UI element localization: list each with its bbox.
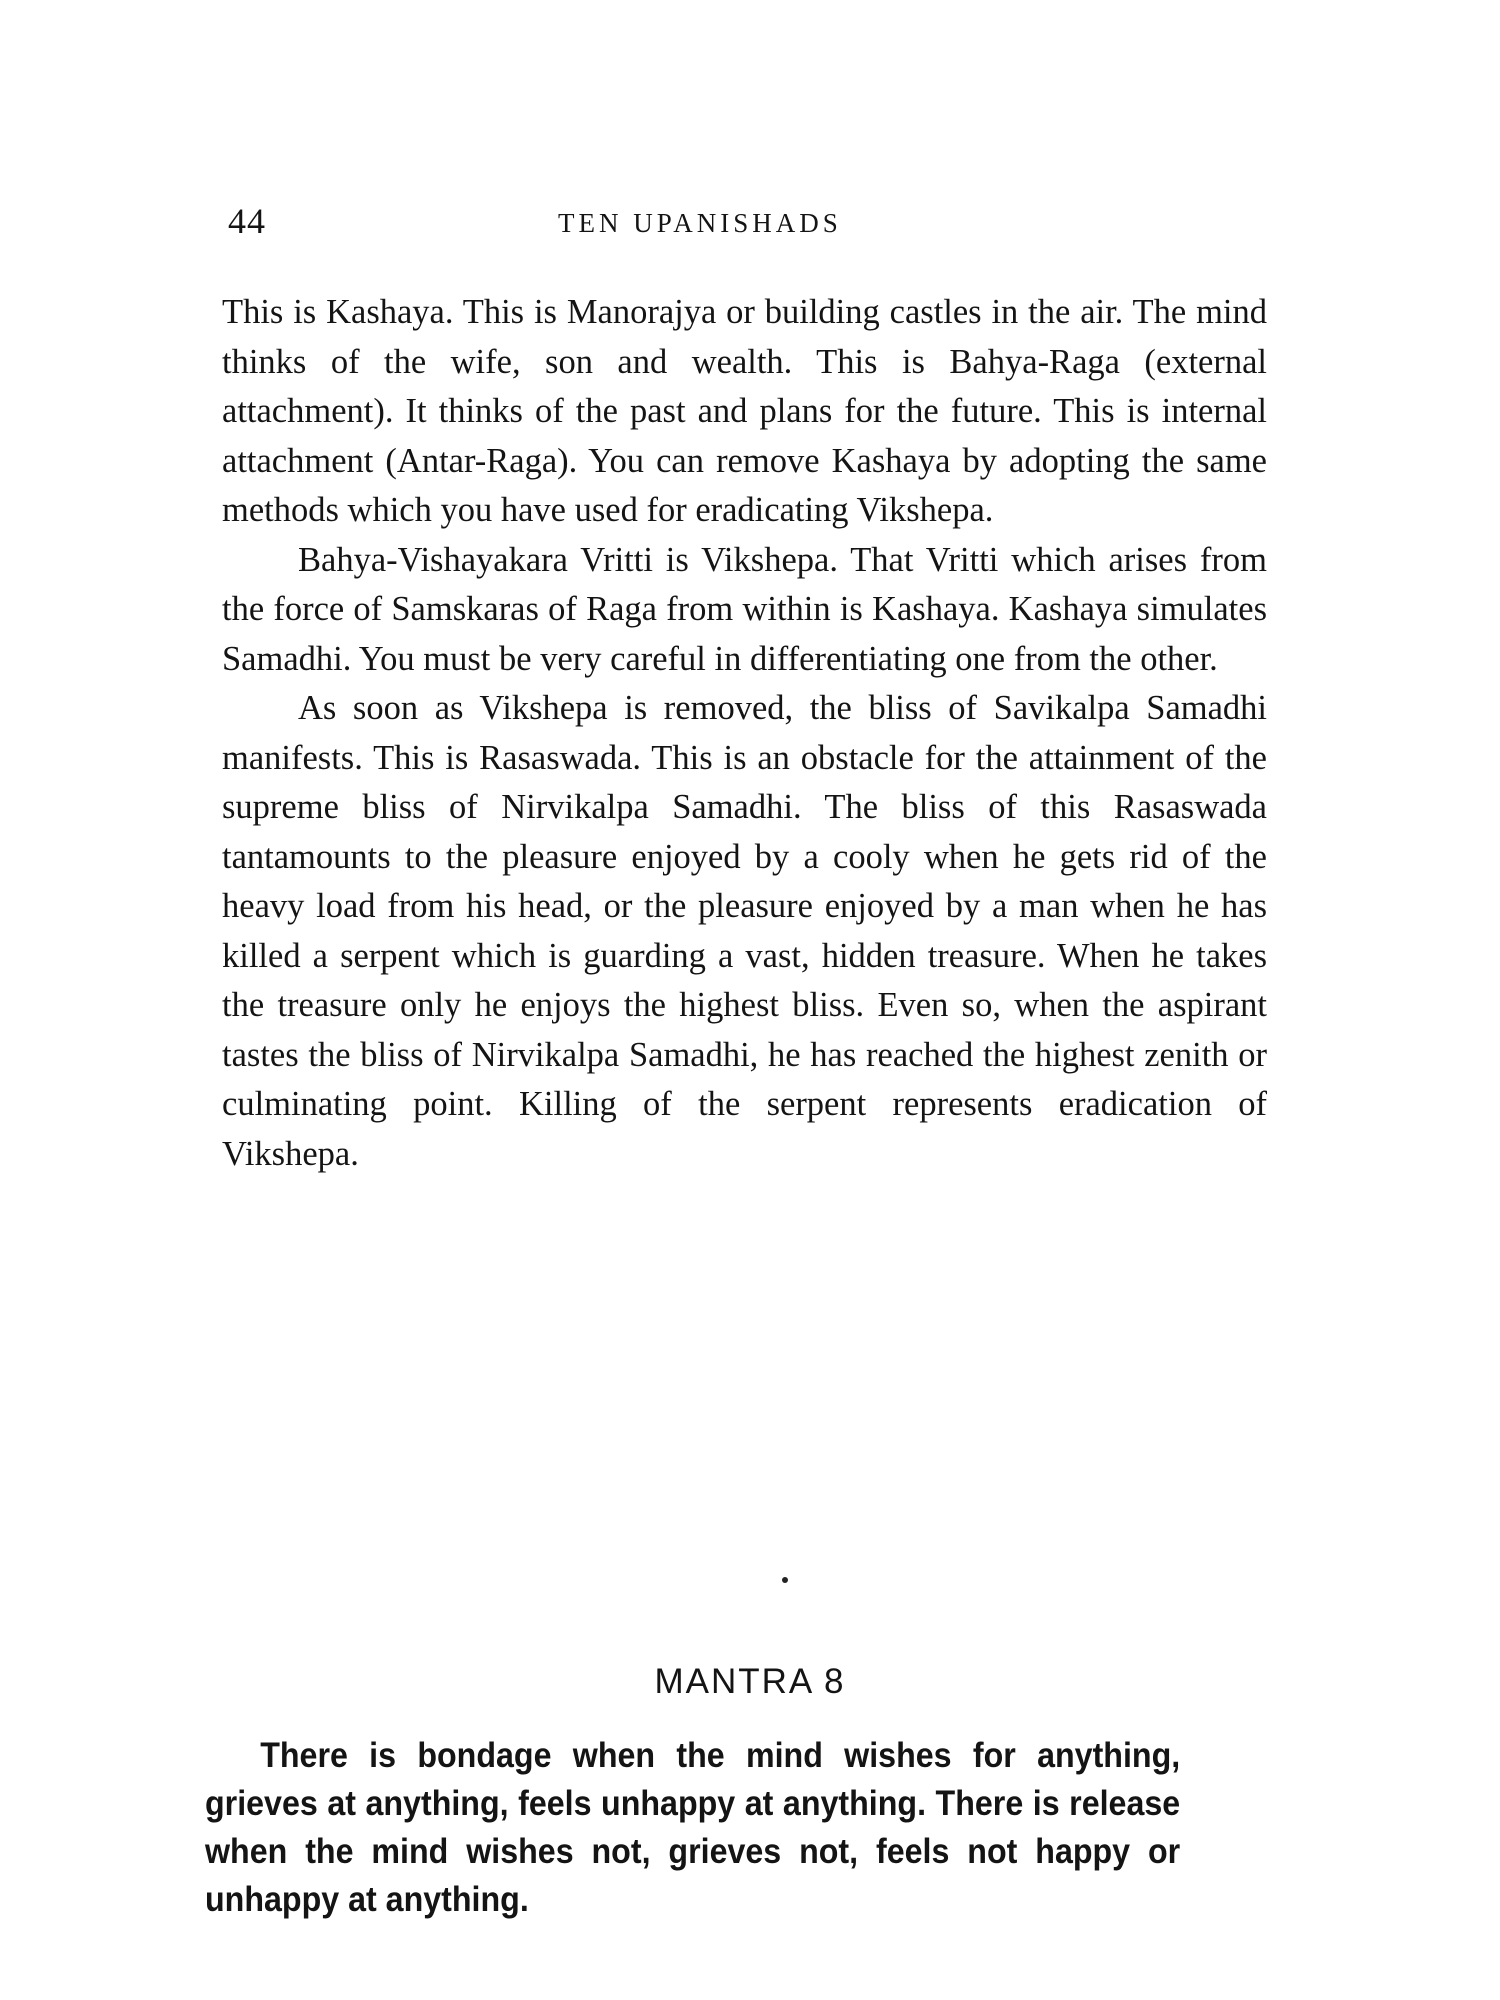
paragraph: This is Kashaya. This is Manorajya or building castles in the air. The mind thinks of the wife, son and wealth. This is Bahya-Raga (external attachment). It thinks of the past and plans for the future. This is internal attachment (Antar-Raga). You can remove Kashaya by adopting the same methods which you have used for eradicating Vikshepa. — [222, 293, 1267, 529]
section-separator-dot — [782, 1577, 788, 1583]
running-header — [228, 200, 1268, 250]
paragraph: Bahya-Vishayakara Vritti is Vikshepa. That Vritti which arises from the force of Samskaras of Raga from within is Kashaya. Kashaya simulates Samadhi. You must be very careful in differentiating one from the other. — [222, 540, 1267, 678]
mantra-text — [205, 1732, 1180, 1924]
mantra-paragraph: There is bondage when the mind wishes for anything, grieves at anything, feels unhappy at anything. There is release when the mind wishes not, grieves not, feels not happy or unhappy at anything. — [205, 1736, 1181, 1919]
page-number: 44 — [228, 201, 266, 241]
paragraph: As soon as Vikshepa is removed, the bliss of Savikalpa Samadhi manifests. This is Rasaswada. This is an obstacle for the attainment of the supreme bliss of Nirvikalpa Samadhi. The bliss of this Rasaswada tantamounts to the pleasure enjoyed by a cooly when he gets rid of the heavy load from his head, or the pleasure enjoyed by a man when he has killed a serpent which is guarding a vast, hidden treasure. When he takes the treasure only he enjoys the highest bliss. Even so, when the aspirant tastes the bliss of Nirvikalpa Samadhi, he has reached the highest zenith or culminating point. Killing of the serpent represents eradication of Vikshepa. — [222, 689, 1267, 1173]
mantra-heading: MANTRA 8 — [654, 1662, 846, 1701]
running-title: TEN UPANISHADS — [558, 208, 842, 238]
body-text — [222, 288, 1267, 1179]
